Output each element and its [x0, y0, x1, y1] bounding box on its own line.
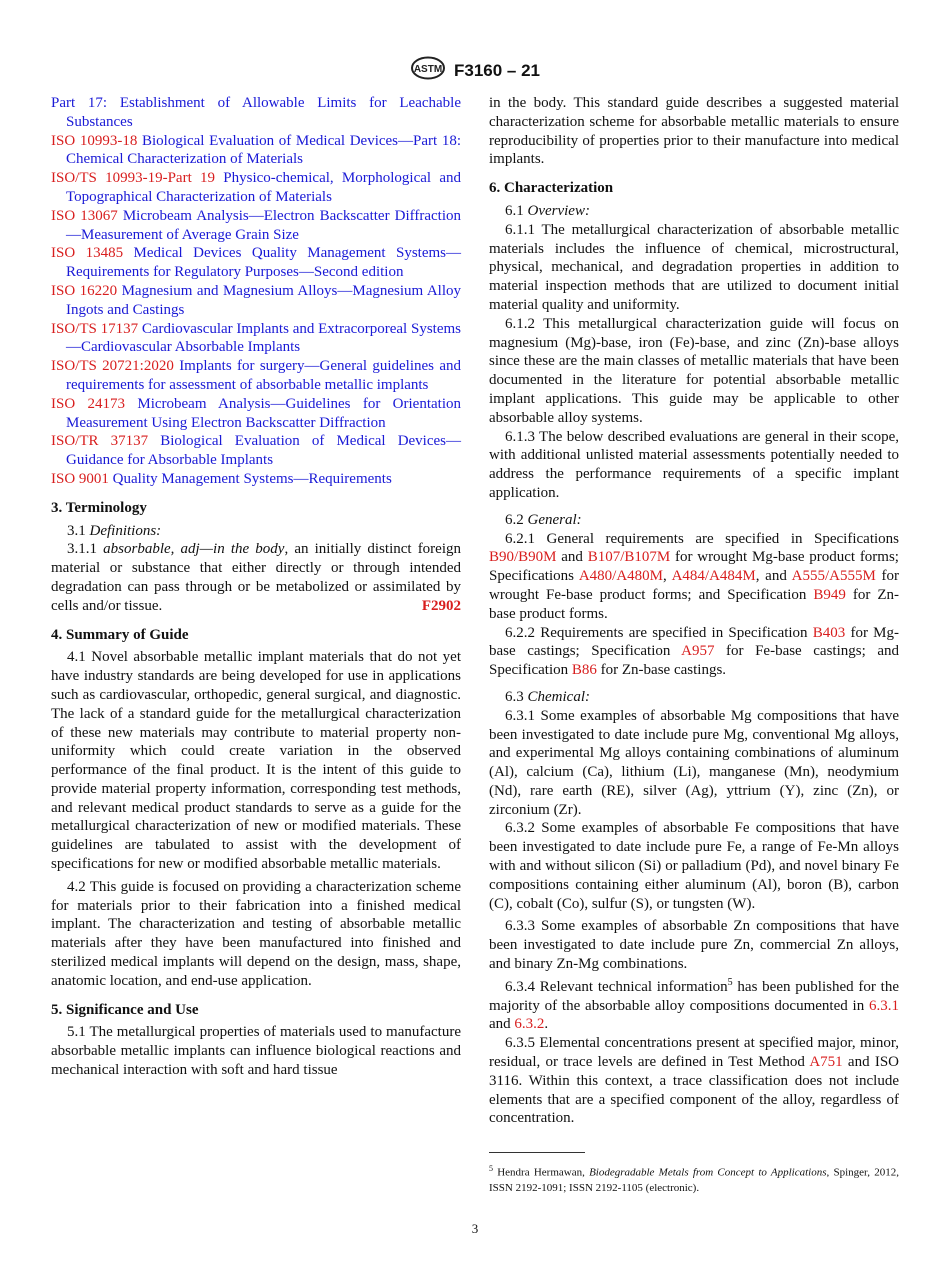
b90-link[interactable]: B90/B90M	[489, 549, 557, 566]
reference-item: ISO 13485 Medical Devices Quality Management Systems—Requirements for Regulatory Purposes—Second edition	[51, 245, 462, 281]
paragraph-5-1-continued: in the body. This standard guide describes a suggested material characterization scheme for absorbable metallic materials to ensure reproducibility of properties prior to their manufacture into medical implants.	[489, 95, 899, 168]
b86-link[interactable]: B86	[571, 662, 597, 679]
a484-link[interactable]: A484/A484M	[671, 568, 756, 585]
section-6-heading: 6. Characterization	[489, 180, 614, 197]
a480-link[interactable]: A480/A480M	[578, 568, 663, 585]
paragraph-6-2-1: 6.2.1 General requirements are specified in Specifications B90/B90M and B107/B107M for wrought Mg-base product forms; Specifications A480/A480M, A484/A484M, and A555/A555M for wrought Fe-base product forms; and Specification B949 for Zn-base product forms.	[489, 530, 899, 622]
paragraph-6-3-2: 6.3.2 Some examples of absorbable Fe compositions that have been investigated to date include pure Fe, a range of Fe-Mn alloys with and without silicon (Si) or palladium (Pd), and novel binary Fe compositions containing either aluminum (Al), boron (B), carbon (C), cobalt (Co), sulfur (S), or tungsten (W).	[489, 820, 899, 912]
document-title: F3160 – 21	[453, 60, 540, 80]
paragraph-4-1: 4.1 Novel absorbable metallic implant materials that do not yet have industry standards are being developed for use in applications such as cardiovascular, orthopedic, general surgical, and diagnostic. The lack of a standard guide for the metallurgical characterization of these new materials may contribute to material property non-uniformity which could create variation in the observed performance of the final product. It is the intent of this guide to provide material property information, corresponding test methods, and relevant medical product standards to serve as a guide for the metallurgical characterization of new or modified materials. These guidelines are tabulated to assist with the development of specifications for new or modified absorbable metallic materials.	[51, 649, 461, 873]
section-3-1: 3.1 Definitions:	[67, 522, 162, 539]
paragraph-4-2: 4.2 This guide is focused on providing a characterization scheme for materials prior to their fabrication into a finished medical implant. The characterization and testing of absorbable metallic materials after they have been manufactured into finished and sterilized medical implants will depend on the design, mass, shape, anatomic location, and end-use application.	[51, 878, 461, 989]
section-6-1: 6.1 Overview:	[505, 202, 590, 219]
section-6-3-1-link[interactable]: 6.3.1	[869, 997, 899, 1014]
reference-item: Part 17: Establishment of Allowable Limits for Leachable Substances	[51, 95, 461, 130]
reference-item: ISO/TS 20721:2020 Implants for surgery—General guidelines and requirements for assessment of absorbable metallic implants	[51, 358, 461, 393]
reference-item: ISO/TS 17137 Cardiovascular Implants and Extracorporeal Systems—Cardiovascular Absorbable Implants	[51, 320, 461, 356]
page-number: 3	[471, 1221, 479, 1236]
paragraph-6-3-3: 6.3.3 Some examples of absorbable Zn compositions that have been investigated to date include pure Zn, commercial Zn alloys, and binary Zn-Mg combinations.	[489, 918, 899, 973]
section-3-heading: 3. Terminology	[51, 499, 147, 516]
paragraph-6-3-4: 6.3.4 Relevant technical information$^5$ has been published for the majority of the absorbable alloy compositions documented in 6.3.1 and 6.3.2.	[489, 976, 899, 1033]
paragraph-6-1-2: 6.1.2 This metallurgical characterization guide will focus on magnesium (Mg)-base, iron (Fe)-base, and zinc (Zn)-base alloys since these are the main classes of metallic materials that have been documented in the literature for potential absorbable metallic implant applications. This guide may be applicable to other absorbable alloy systems.	[489, 315, 899, 426]
paragraph-6-2-2: 6.2.2 Requirements are specified in Specification B403 for Mg-base castings; Specification A957 for Fe-base castings; and Specification B86 for Zn-base castings.	[489, 624, 899, 679]
reference-item: ISO/TR 37137 Biological Evaluation of Medical Devices—Guidance for Absorbable Implants	[51, 433, 461, 469]
paragraph-6-1-3: 6.1.3 The below described evaluations are general in their scope, with additional unlisted material assessments potentially needed to address the performance requirements of a specific implant application.	[489, 428, 899, 501]
paragraph-6-3-5: 6.3.5 Elemental concentrations present at specified major, minor, residual, or trace levels are defined in Test Method A751 and ISO 3116. Within this context, a trace classification does not include elements that are a specified component of the alloy, regardless of concentration.	[489, 1035, 900, 1127]
section-4-heading: 4. Summary of Guide	[51, 626, 189, 643]
paragraph-6-3-1: 6.3.1 Some examples of absorbable Mg compositions that have been investigated to date include pure Mg, conventional Mg alloys, and experimental Mg alloys containing combinations of aluminum (Al), calcium (Ca), lithium (Li), manganese (Mn), neodymium (Nd), rare earth (RE), silver (Ag), yttrium (Y), zinc (Zn), or zirconium (Zr).	[489, 707, 899, 818]
a957-link[interactable]: A957	[681, 643, 715, 660]
reference-item: ISO/TS 10993-19-Part 19 Physico-chemical, Morphological and Topographical Characterization of Materials	[51, 170, 461, 205]
reference-item: ISO 13067 Microbeam Analysis—Electron Backscatter Diffraction—Measurement of Average Grain Size	[51, 207, 461, 243]
b107-link[interactable]: B107/B107M	[587, 549, 671, 566]
reference-item: ISO 16220 Magnesium and Magnesium Alloys—Magnesium Alloy Ingots and Castings	[51, 282, 462, 318]
reference-item: ISO 10993-18 Biological Evaluation of Medical Devices—Part 18: Chemical Characterization of Materials	[51, 132, 461, 168]
astm-logo-icon	[410, 56, 446, 85]
section-6-3: 6.3 Chemical:	[505, 688, 590, 705]
a751-link[interactable]: A751	[809, 1054, 843, 1071]
reference-item: ISO 9001 Quality Management Systems—Requirements	[51, 470, 392, 487]
b403-link[interactable]: B403	[812, 624, 846, 641]
footnote-5: $^5$ Hendra Hermawan, Biodegradable Metals from Concept to Applications, Spinger, 2012, ISSN 2192-1091; ISSN 2192-1105 (electronic).	[489, 1164, 899, 1194]
b949-link[interactable]: B949	[813, 586, 846, 603]
svg-text:ASTM: ASTM	[413, 64, 443, 75]
section-3-1-1: 3.1.1 absorbable, adj—in the body, an initially distinct foreign material or substance that either directly or through intended degradation can pass through or be metabolized or assimilated by cells and/or tissue. F2902	[51, 541, 462, 614]
section-6-3-2-link[interactable]: 6.3.2	[514, 1016, 545, 1033]
f2902-link[interactable]: F2902	[421, 597, 461, 614]
paragraph-6-1-1: 6.1.1 The metallurgical characterization of absorbable metallic materials includes the influence of chemical, microstructural, physical, mechanical, and degradation properties in addition to material inspection methods that are utilized to document initial material quality and uniformity.	[489, 221, 899, 313]
reference-item: ISO 24173 Microbeam Analysis—Guidelines for Orientation Measurement Using Electron Backscatter Diffraction	[51, 395, 461, 431]
a555-link[interactable]: A555/A555M	[791, 568, 876, 585]
page-header	[0, 56, 950, 85]
section-5-heading: 5. Significance and Use	[51, 1001, 199, 1018]
left-column	[51, 94, 461, 1080]
section-6-2: 6.2 General:	[505, 511, 582, 528]
paragraph-5-1: 5.1 The metallurgical properties of materials used to manufacture absorbable metallic implants can influence biological reactions and mechanical interaction with soft and hard tissue	[51, 1024, 461, 1079]
right-column	[489, 94, 899, 1128]
footnote-divider	[489, 1152, 585, 1153]
